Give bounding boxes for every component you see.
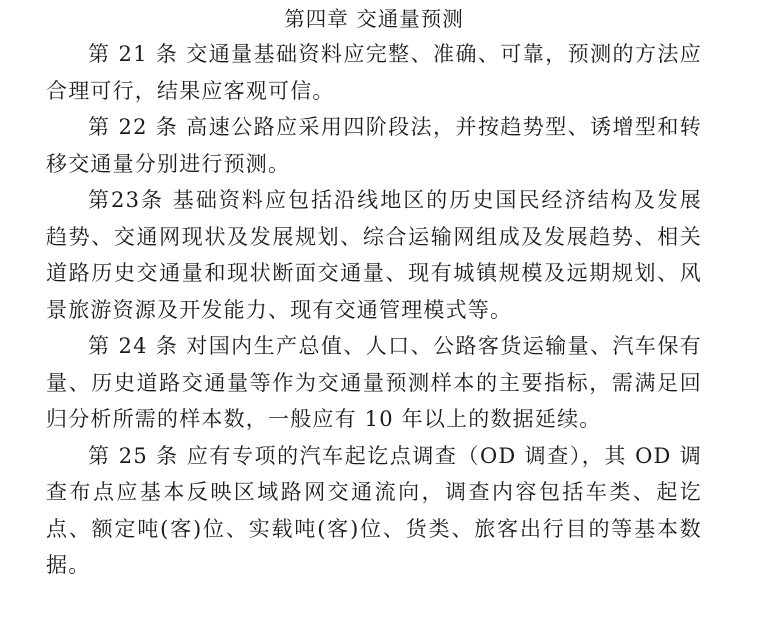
article-25: 第 25 条 应有专项的汽车起讫点调查（OD 调查），其 OD 调查布点应基本反映区域路网交通流向，调查内容包括车类、起讫点、额定吨(客)位、实载吨(客)位、货类、旅客出行目的等基本数据。 xyxy=(46,443,702,577)
article-22: 第 22 条 高速公路应采用四阶段法，并按趋势型、诱增型和转移交通量分别进行预测。 xyxy=(46,115,702,176)
article-23: 第23条 基础资料应包括沿线地区的历史国民经济结构及发展趋势、交通网现状及发展规划、综合运输网组成及发展趋势、相关道路历史交通量和现状断面交通量、现有城镇规模及远期规划、风景旅游资源及开发能力、现有交通管理模式等。 xyxy=(46,188,702,322)
article-21: 第 21 条 交通量基础资料应完整、准确、可靠，预测的方法应合理可行，结果应客观可信。 xyxy=(46,42,702,103)
chapter-title: 第四章 交通量预测 xyxy=(284,7,464,31)
article-24: 第 24 条 对国内生产总值、人口、公路客货运输量、汽车保有量、历史道路交通量等作为交通量预测样本的主要指标，需满足回归分析所需的样本数，一般应有 10 年以上的数据延续。 xyxy=(46,334,702,431)
